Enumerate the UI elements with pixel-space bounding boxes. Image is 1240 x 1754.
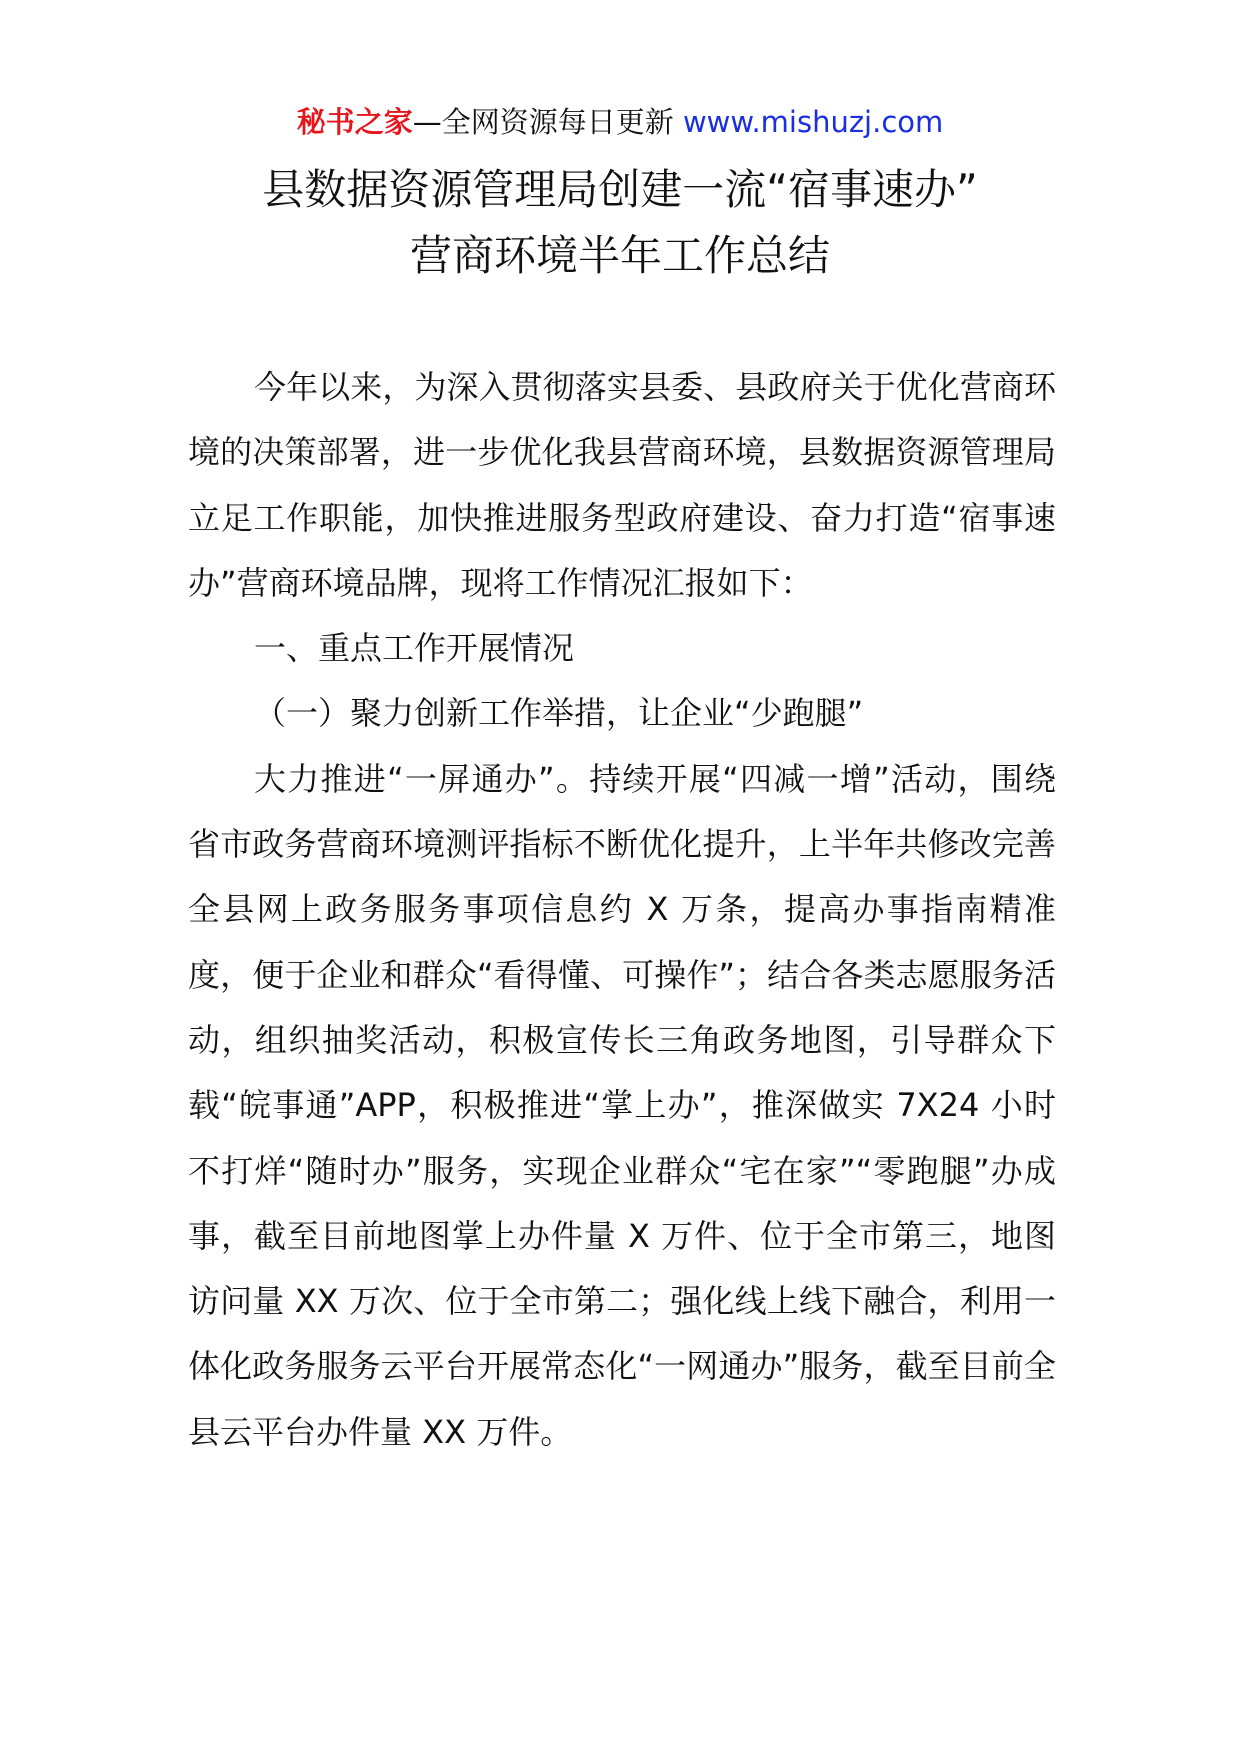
section-heading: 一、重点工作开展情况 <box>254 629 575 668</box>
document-body <box>188 355 1056 1465</box>
subsection-heading: （一）聚力创新工作举措，让企业“少跑腿” <box>254 694 864 733</box>
intro-paragraph: 今年以来，为深入贯彻落实县委、县政府关于优化营商环境的决策部署，进一步优化我县营商环境，县数据资源管理局立足工作职能，加快推进服务型政府建设、奋力打造“宿事速办”营商环境品牌，现将工作情况汇报如下： <box>188 368 1056 602</box>
document-title-line-2: 营商环境半年工作总结 <box>409 231 830 280</box>
banner-slogan: —全网资源每日更新 <box>412 105 683 139</box>
body-paragraph: 大力推进“一屏通办”。持续开展“四减一增”活动，围绕省市政务营商环境测评指标不断优化提升，上半年共修改完善全县网上政务服务事项信息约 X 万条，提高办事指南精准度，便于企业和群众“看得懂、可操作”；结合各类志愿服务活动，组织抽奖活动，积极宣传长三角政务地图，引导群众下载“皖事通”APP，积极推进“掌上办”，推深做实 7X24 小时不打烊“随时办”服务，实现企业群众“宅在家”“零跑腿”办成事，截至目前地图掌上办件量 X 万件、位于全市第三，地图访问量 XX 万次、位于全市第二；强化线上线下融合，利用一体化政务服务云平台开展常态化“一网通办”服务，截至目前全县云平台办件量 XX 万件。 <box>188 759 1056 1451</box>
site-banner <box>0 102 1240 142</box>
banner-url-link[interactable]: www.mishuzj.com <box>682 105 944 139</box>
document-title-line-1: 县数据资源管理局创建一流“宿事速办” <box>262 165 978 214</box>
banner-brand: 秘书之家 <box>296 105 413 139</box>
